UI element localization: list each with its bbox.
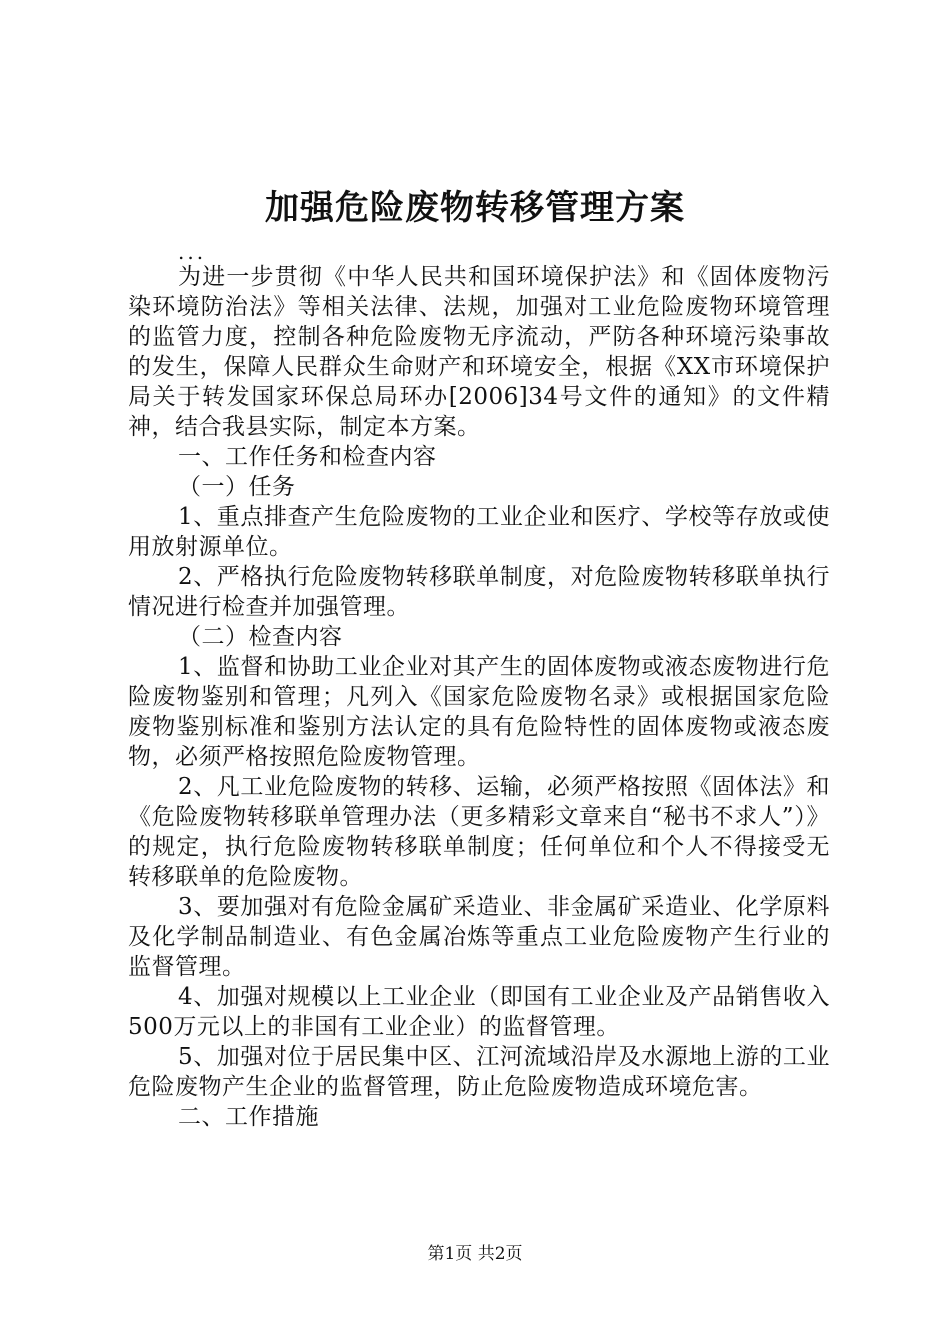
section-heading-2: 二、工作措施 [178, 1104, 319, 1130]
subsection-heading-tasks: （一）任务 [178, 474, 296, 500]
inspection-item-4: 4、加强对规模以上工业企业（即国有工业企业及产品销售收入500万元以上的非国有工业企业）的监督管理。 [128, 984, 830, 1040]
inspection-item-1: 1、监督和协助工业企业对其产生的固体废物或液态废物进行危险废物鉴别和管理；凡列入《国家危险废物名录》或根据国家危险废物鉴别标准和鉴别方法认定的具有危险特性的固体废物或液态废物，必须严格按照危险废物管理。 [128, 654, 830, 770]
inspection-item-3: 3、要加强对有危险金属矿采造业、非金属矿采造业、化学原料及化学制品制造业、有色金属冶炼等重点工业危险废物产生行业的监督管理。 [128, 894, 830, 980]
paragraph-intro: 为进一步贯彻《中华人民共和国环境保护法》和《固体废物污染环境防治法》等相关法律、法规，加强对工业危险废物环境管理的监管力度，控制各种危险废物无序流动，严防各种环境污染事故的发生，保障人民群众生命财产和环境安全，根据《XX市环境保护局关于转发国家环保总局环办[2006]34号文件的通知》的文件精神，结合我县实际，制定本方案。 [128, 264, 830, 440]
inspection-item-2: 2、凡工业危险废物的转移、运输，必须严格按照《固体法》和《危险废物转移联单管理办法（更多精彩文章来自“秘书不求人”）》的规定，执行危险废物转移联单制度；任何单位和个人不得接受无转移联单的危险废物。 [128, 774, 830, 890]
subsection-heading-inspection: （二）检查内容 [178, 624, 343, 650]
page-footer: 第1页 共2页 [427, 1244, 523, 1264]
section-heading-1: 一、工作任务和检查内容 [178, 444, 437, 470]
inspection-item-5: 5、加强对位于居民集中区、江河流域沿岸及水源地上游的工业危险废物产生企业的监督管理，防止危险废物造成环境危害。 [128, 1044, 830, 1100]
task-item-2: 2、严格执行危险废物转移联单制度，对危险废物转移联单执行情况进行检查并加强管理。 [128, 564, 830, 620]
ellipsis-marker: ... [178, 240, 207, 264]
document-body [128, 262, 830, 1132]
task-item-1: 1、重点排查产生危险废物的工业企业和医疗、学校等存放或使用放射源单位。 [128, 504, 830, 560]
document-title: 加强危险废物转移管理方案 [265, 188, 685, 228]
